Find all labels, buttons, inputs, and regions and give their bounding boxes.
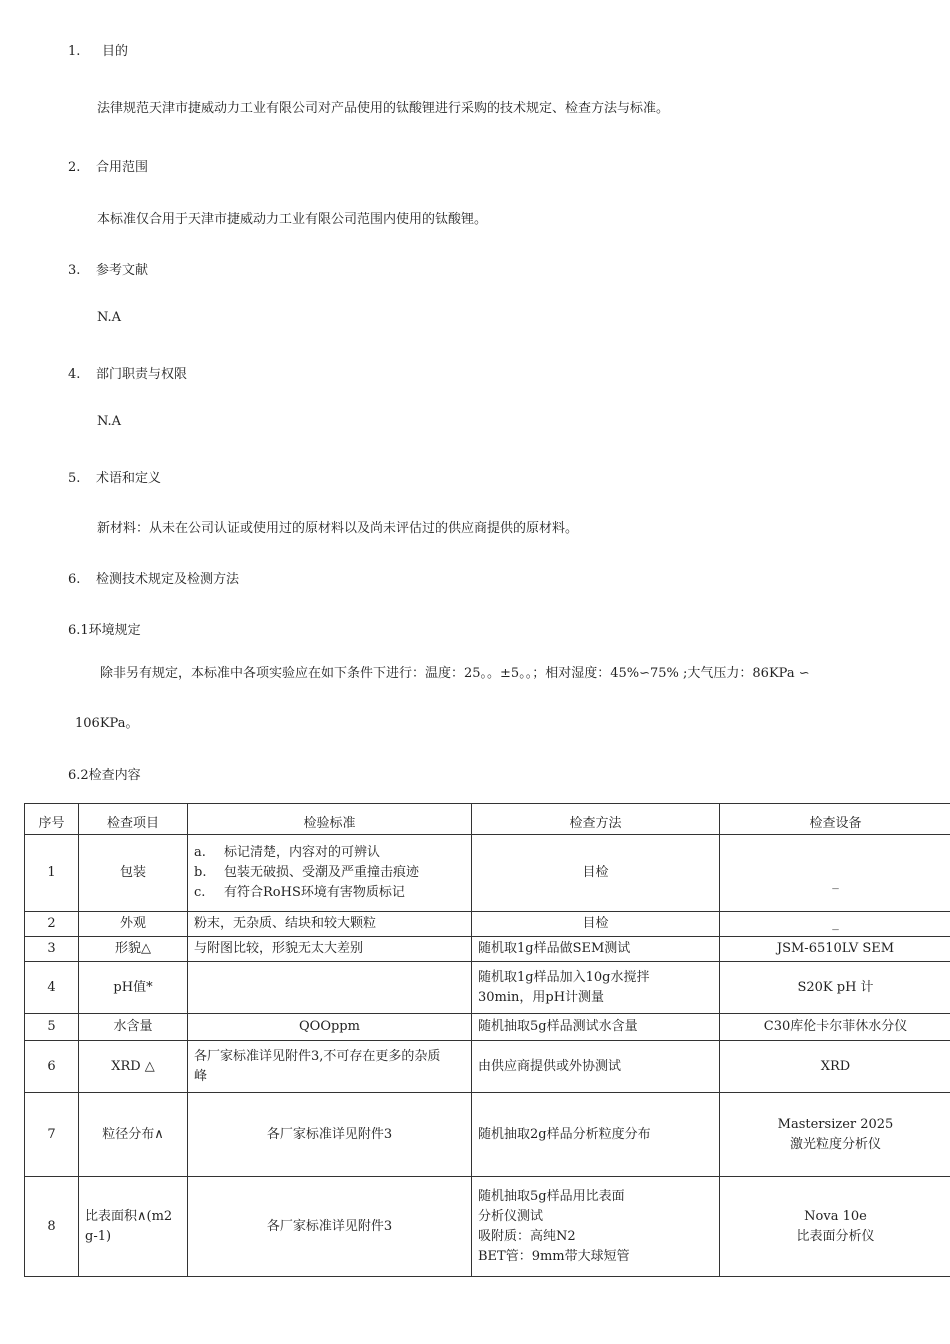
row-equipment: S20K pH 计 bbox=[720, 962, 950, 1014]
header-serial: 序号 bbox=[25, 804, 79, 835]
section-1-heading: 1. 目的 bbox=[68, 44, 129, 59]
row-method: 随机抽取2g样品分析粒度分布 bbox=[472, 1093, 720, 1177]
table-row bbox=[25, 1177, 950, 1277]
section-2-heading: 2. 合用范围 bbox=[68, 160, 149, 175]
row-standard bbox=[188, 835, 472, 912]
row-serial: 7 bbox=[25, 1093, 79, 1177]
row-equipment: Mastersizer 2025 激光粒度分析仪 bbox=[720, 1093, 950, 1177]
header-item: 检查项目 bbox=[79, 804, 188, 835]
row-method: 随机抽取5g样品用比表面 分析仪测试 吸附质：高纯N2 BET管：9mm带大球短管 bbox=[472, 1177, 720, 1277]
standard-list-item: a. 标记清楚，内容对的可辨认 bbox=[194, 844, 381, 860]
row-item: 粒径分布∧ bbox=[79, 1093, 188, 1177]
row-serial: 4 bbox=[25, 962, 79, 1014]
row-standard: QOOppm bbox=[188, 1014, 472, 1041]
section-6-heading: 6. 检测技术规定及检测方法 bbox=[68, 572, 240, 587]
row-standard bbox=[188, 962, 472, 1014]
subsection-6-1-body-line-2: 106KPa。 bbox=[75, 716, 139, 731]
row-item: pH值* bbox=[79, 962, 188, 1014]
row-standard: 各厂家标准详见附件3,不可存在更多的杂质 峰 bbox=[188, 1041, 472, 1093]
table-row bbox=[25, 835, 950, 912]
section-2-body: 本标准仅合用于天津市捷威动力工业有限公司范围内使用的钛酸锂。 bbox=[97, 212, 488, 227]
row-equipment: JSM-6510LV SEM bbox=[720, 937, 950, 962]
row-standard: 与附图比较，形貌无太大差别 bbox=[188, 937, 472, 962]
section-3-body: N.A bbox=[97, 310, 122, 325]
section-4-heading: 4. 部门职责与权限 bbox=[68, 367, 188, 382]
section-1-body: 法律规范天津市捷威动力工业有限公司对产品使用的钛酸锂进行采购的技术规定、检查方法与标准。 bbox=[97, 101, 670, 116]
header-equipment: 检查设备 bbox=[720, 804, 950, 835]
row-item: 水含量 bbox=[79, 1014, 188, 1041]
header-standard: 检验标准 bbox=[188, 804, 472, 835]
inspection-table bbox=[24, 803, 950, 1277]
row-serial: 2 bbox=[25, 912, 79, 937]
row-standard: 粉末，无杂质、结块和较大颗粒 bbox=[188, 912, 472, 937]
row-item: 比表面积∧(m2 g-1) bbox=[79, 1177, 188, 1277]
row-method: 目检 bbox=[472, 912, 720, 937]
subsection-6-2-heading: 6.2检查内容 bbox=[68, 768, 141, 783]
row-item: 包装 bbox=[79, 835, 188, 912]
table-row bbox=[25, 1093, 950, 1177]
table-row bbox=[25, 962, 950, 1014]
row-equipment: XRD bbox=[720, 1041, 950, 1093]
row-serial: 6 bbox=[25, 1041, 79, 1093]
table-header-row bbox=[25, 804, 950, 835]
section-3-heading: 3. 参考文献 bbox=[68, 263, 149, 278]
row-method: 随机取1g样品加入10g水搅拌 30min，用pH计测量 bbox=[472, 962, 720, 1014]
row-serial: 5 bbox=[25, 1014, 79, 1041]
section-4-body: N.A bbox=[97, 414, 122, 429]
standard-list-item: c. 有符合RoHS环境有害物质标记 bbox=[194, 885, 405, 901]
table-row bbox=[25, 912, 950, 937]
header-method: 检查方法 bbox=[472, 804, 720, 835]
row-equipment: C30库伦卡尔菲休水分仪 bbox=[720, 1014, 950, 1041]
row-item: 形貌△ bbox=[79, 937, 188, 962]
row-item: 外观 bbox=[79, 912, 188, 937]
row-serial: 1 bbox=[25, 835, 79, 912]
row-standard: 各厂家标准详见附件3 bbox=[188, 1093, 472, 1177]
section-5-body: 新材料：从未在公司认证或使用过的原材料以及尚未评估过的供应商提供的原材料。 bbox=[97, 521, 579, 536]
table-row bbox=[25, 937, 950, 962]
row-serial: 3 bbox=[25, 937, 79, 962]
row-equipment: _ bbox=[720, 835, 950, 912]
standard-list-item: b. 包装无破损、受潮及严重撞击痕迹 bbox=[194, 865, 420, 881]
subsection-6-1-heading: 6.1环境规定 bbox=[68, 623, 141, 638]
row-equipment: _ bbox=[720, 912, 950, 937]
row-item: XRD △ bbox=[79, 1041, 188, 1093]
row-serial: 8 bbox=[25, 1177, 79, 1277]
row-method: 目检 bbox=[472, 835, 720, 912]
row-standard: 各厂家标准详见附件3 bbox=[188, 1177, 472, 1277]
subsection-6-1-body-line-1: 除非另有规定，本标准中各项实验应在如下条件下进行：温度：25。。±5。。；相对湿度：45%∽75% ;大气压力：86KPa ∽ bbox=[100, 666, 810, 681]
row-method: 随机抽取5g样品测试水含量 bbox=[472, 1014, 720, 1041]
row-equipment: Nova 10e 比表面分析仪 bbox=[720, 1177, 950, 1277]
table-row bbox=[25, 1041, 950, 1093]
section-5-heading: 5. 术语和定义 bbox=[68, 471, 162, 486]
row-method: 由供应商提供或外协测试 bbox=[472, 1041, 720, 1093]
row-method: 随机取1g样品做SEM测试 bbox=[472, 937, 720, 962]
table-row bbox=[25, 1014, 950, 1041]
